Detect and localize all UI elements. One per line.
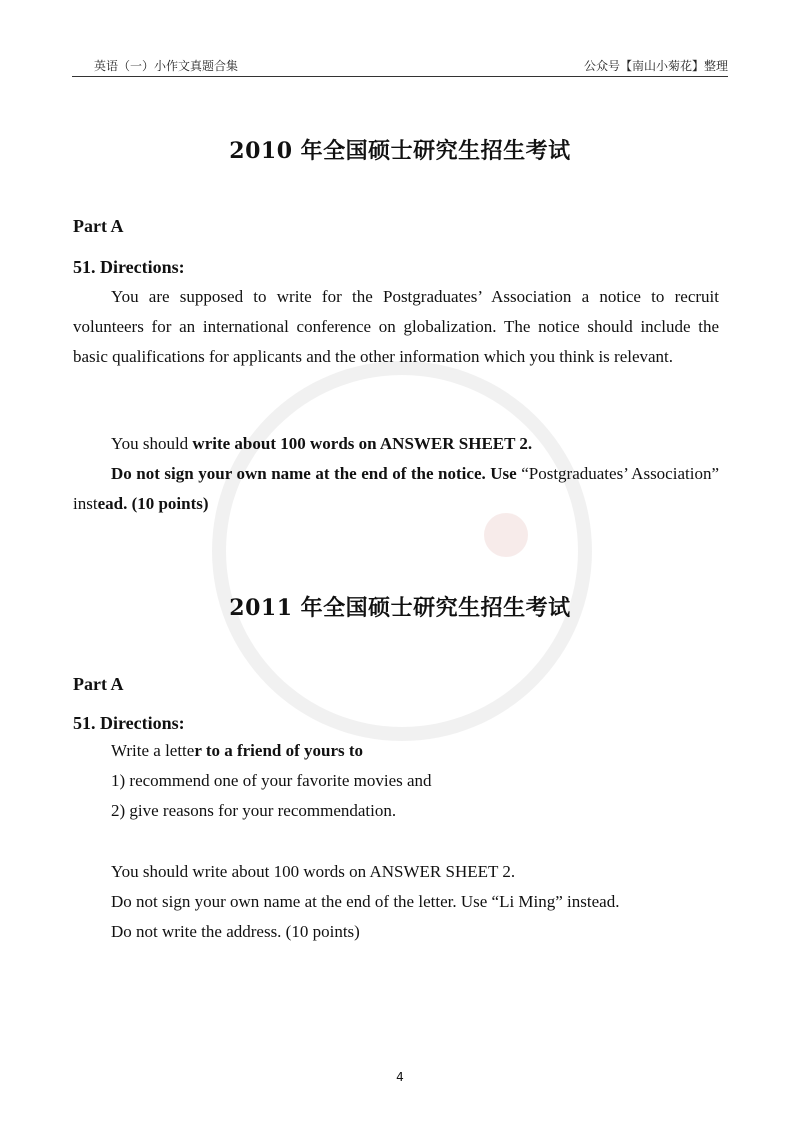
word-count-instruction-2010 xyxy=(73,429,719,459)
page-header xyxy=(72,54,728,77)
word-count-instruction-2011: You should write about 100 words on ANSWER SHEET 2. xyxy=(111,862,516,881)
signature-bold-text: Do not sign your own name at the end of the notice. Use xyxy=(111,464,517,483)
directions-label-2010: 51. Directions: xyxy=(73,257,185,277)
watermark-logo xyxy=(206,355,598,747)
letter-instruction-2011 xyxy=(111,736,363,766)
header-left-text: 英语（一）小作文真题合集 xyxy=(94,59,239,73)
directions-label-2011: 51. Directions: xyxy=(73,713,185,733)
signature-instruction-2010 xyxy=(73,459,719,519)
section-title-2011: 2011 年全国硕士研究生招生考试 xyxy=(229,595,571,621)
directions-paragraph-2010: You are supposed to write for the Postgraduates’ Association a notice to recruit volunteers for an international conference on globalization. The notice should include the basic qualifications for applicants and the other information which you think is relevant. xyxy=(73,287,719,366)
instruction-plain-text: You should xyxy=(111,434,193,453)
signature-instruction-2011: Do not sign your own name at the end of the letter. Use “Li Ming” instead. xyxy=(111,892,620,911)
page-number: 4 xyxy=(396,1070,404,1084)
instruction-bold-text: write about 100 words on ANSWER SHEET 2. xyxy=(192,434,533,453)
part-label-2011: Part A xyxy=(73,674,124,694)
part-label-2010: Part A xyxy=(73,216,124,236)
letter-plain-text: Write a lette xyxy=(111,741,195,760)
watermark-badge xyxy=(484,513,528,557)
watermark-inner-circle xyxy=(226,375,578,727)
requirement-2-2011: 2) give reasons for your recommendation. xyxy=(111,801,397,820)
header-right-text: 公众号【南山小菊花】整理 xyxy=(583,59,728,73)
requirement-1-2011: 1) recommend one of your favorite movies and xyxy=(111,771,432,790)
signature-plain-text: “Postgraduates’ Association” inst xyxy=(73,464,719,513)
signature-bold-end: ead. (10 points) xyxy=(97,494,209,513)
address-instruction-2011: Do not write the address. (10 points) xyxy=(111,922,360,941)
letter-bold-text: r to a friend of yours to xyxy=(194,741,364,760)
section-title-2010: 2010 年全国硕士研究生招生考试 xyxy=(229,138,571,164)
